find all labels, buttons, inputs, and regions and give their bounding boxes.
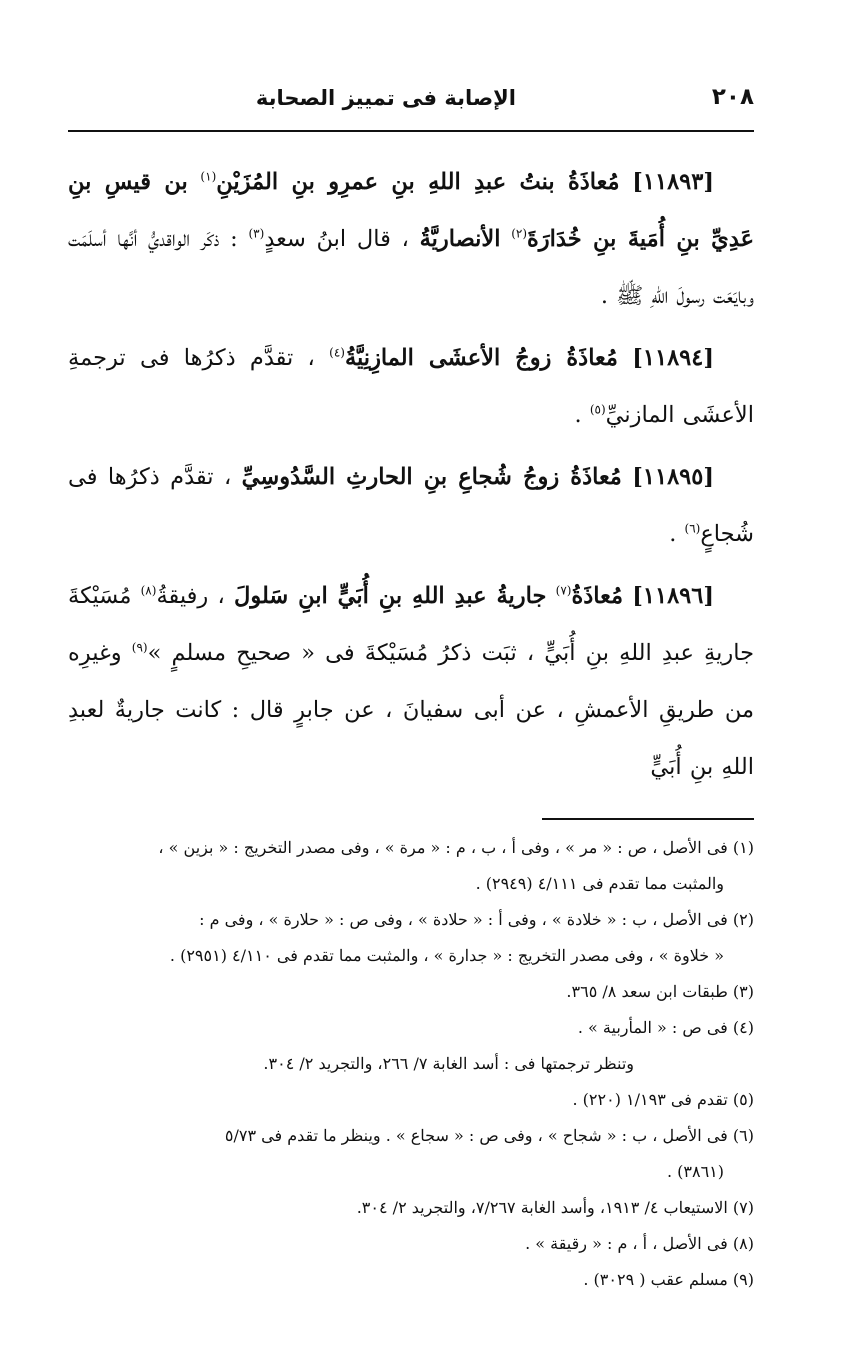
- footnote-2-continued: « خلاوة » ، وفى مصدر التخريج : « جدارة » ، والمثبت مما تقدم فى ٤/١١٠ (٢٩٥١) .: [169, 946, 724, 965]
- entry-lead: [571, 583, 754, 609]
- entry-nisba: الأنصاريَّةُ: [419, 226, 501, 252]
- entry-name: مُعاذَةُ بنتُ عبدِ اللهِ بنِ عمرِو بنِ المُزَيْنِ: [216, 169, 620, 195]
- footnote-text: طبقات ابن سعد ٨/ ٣٦٥.: [566, 982, 728, 1001]
- footnote-text: فى الأصل ، ب : « خلادة » ، وفى أ : « حلادة » ، وفى ص : « حلارة » ، وفى م :: [199, 910, 728, 929]
- entry-11895: [68, 449, 754, 563]
- book-page: [68, 84, 754, 1298]
- entry-name-continued: جاريةُ عبدِ اللهِ بنِ أُبَيٍّ ابنِ سَلولَ: [233, 583, 547, 609]
- footnote-6: [68, 1118, 754, 1154]
- running-title: الإصابة فى تمييز الصحابة: [255, 86, 516, 110]
- entry-name: مُعاذَةُ زوجُ شُجاعِ بنِ الحارثِ السَّدُوسِيِّ: [241, 464, 622, 490]
- entry-text: مُسَيْكةَ جاريةِ عبدِ اللهِ بنِ أُبَيٍّ ، ثبَت ذكرُ مُسَيْكةَ فى « صحيحِ مسلمٍ »: [68, 583, 755, 666]
- footnote-8: [68, 1226, 754, 1262]
- entry-text: : ذكَر الواقديُّ أنَّها أسلَمَت وبايَعَت رسولَ اللهِ ﷺ .: [68, 226, 754, 309]
- entry-text: ، رفيقةُ: [156, 583, 225, 609]
- footnote-4-extra: وتنظر ترجمتها فى : أسد الغابة ٧/ ٢٦٦، والتجريد ٢/ ٣٠٤.: [263, 1054, 634, 1073]
- footnote-ref: (٣): [248, 226, 265, 241]
- footnote-separator: [542, 818, 754, 820]
- entry-lead: [242, 464, 754, 490]
- entry-text: ، تقدَّم ذكرُها فى ترجمةِ الأعشَى المازنيِّ: [68, 345, 754, 428]
- entry-number: [١١٨٩٥]: [632, 464, 715, 490]
- footnote-number: (٨): [732, 1234, 754, 1253]
- entry-text: .: [669, 521, 677, 547]
- footnote-text: فى الأصل ، أ ، م : « رقيقة » .: [525, 1234, 728, 1253]
- footnote-ref: (٩): [131, 640, 148, 655]
- footnote-text: فى ص : « المأربية » .: [577, 1018, 728, 1037]
- footnote-9: [68, 1262, 754, 1298]
- entry-text: ، تقدَّم ذكرُها فى شُجاعٍ: [68, 464, 754, 547]
- entry-name: مُعاذَةُ زوجُ الأعشَى المازِنِيَّةُ: [344, 345, 618, 371]
- entry-text: ، قال ابنُ سعدٍ: [264, 226, 409, 252]
- footnote-ref: (١): [200, 169, 217, 184]
- footnote-text: فى الأصل ، ص : « مر » ، وفى أ ، ب ، م : « مرة » ، وفى مصدر التخريج : « بزين » ،: [158, 838, 728, 857]
- entry-number: [١١٨٩٦]: [632, 583, 714, 609]
- footnote-number: (٤): [732, 1018, 754, 1037]
- footnote-4: [68, 1010, 754, 1046]
- entry-11894: [68, 330, 754, 444]
- footnote-ref: (٢): [511, 226, 528, 241]
- footnote-text: تقدم فى ١/١٩٣ (٢٢٠) .: [572, 1090, 728, 1109]
- entry-number: [١١٨٩٣]: [632, 169, 714, 195]
- entry-name: مُعاذَةُ: [571, 583, 624, 609]
- footnote-3: [68, 974, 754, 1010]
- footnote-number: (٣): [732, 982, 754, 1001]
- entry-11893: [68, 154, 754, 325]
- footnote-7: [68, 1190, 754, 1226]
- footnote-ref: (٨): [140, 583, 157, 598]
- footnote-ref: (٦): [684, 521, 701, 536]
- footnote-text: مسلم عقب ( ٣٠٢٩) .: [583, 1270, 728, 1289]
- footnote-ref: (٥): [589, 402, 606, 417]
- footnote-6-continued: (٣٨٦١) .: [666, 1162, 724, 1181]
- footnote-ref: (٤): [329, 345, 345, 360]
- footnote-number: (٥): [732, 1090, 754, 1109]
- entry-name-continued: بن قيسِ بنِ عَدِيِّ بنِ أُمَيةَ بنِ خُدَارَةَ: [68, 169, 755, 252]
- footnote-number: (٦): [732, 1126, 754, 1145]
- footnote-1: [68, 830, 754, 866]
- footnote-number: (٧): [732, 1198, 754, 1217]
- entry-lead: [216, 169, 754, 195]
- footnote-number: (١): [732, 838, 754, 857]
- entry-text: وغيرِه من طريقِ الأعمشِ ، عن أبى سفيانَ ، عن جابرٍ قال : كانت جاريةٌ لعبدِ اللهِ بنِ أُبَيٍّ: [68, 640, 754, 780]
- footnote-2: [68, 902, 754, 938]
- entry-11896: [68, 568, 754, 796]
- entry-number: [١١٨٩٤]: [632, 345, 715, 371]
- page-header: [68, 84, 754, 120]
- footnote-number: (٩): [732, 1270, 754, 1289]
- footnotes-section: [68, 830, 754, 1298]
- footnote-text: الاستيعاب ٤/ ١٩١٣، وأسد الغابة ٧/٢٦٧، والتجريد ٢/ ٣٠٤.: [356, 1198, 728, 1217]
- footnote-1-continued: والمثبت مما تقدم فى ٤/١١١ (٢٩٤٩) .: [475, 874, 724, 893]
- header-rule: [68, 130, 754, 132]
- footnote-number: (٢): [732, 910, 754, 929]
- footnote-5: [68, 1082, 754, 1118]
- footnote-text: فى الأصل ، ب : « شجاح » ، وفى ص : « سجاع » . وينظر ما تقدم فى ٥/٧٣: [224, 1126, 728, 1145]
- entry-lead: [345, 345, 754, 371]
- page-number: ٢٠٨: [711, 84, 754, 110]
- entry-text: .: [574, 402, 582, 428]
- entries-section: [68, 154, 754, 796]
- footnote-ref: (٧): [555, 583, 572, 598]
